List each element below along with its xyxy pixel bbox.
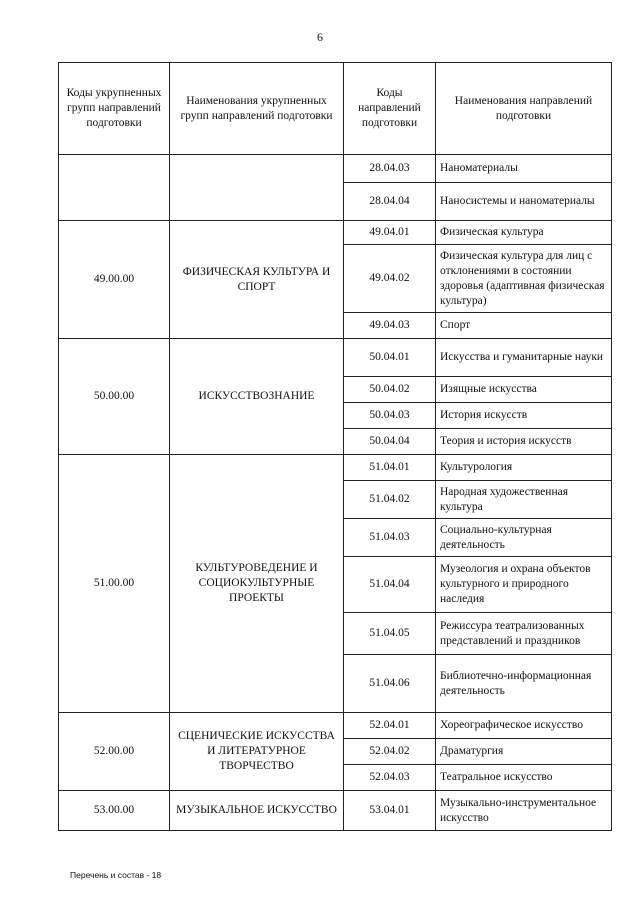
direction-code-cell: 50.04.02 — [344, 377, 436, 403]
table-row — [59, 791, 612, 831]
direction-code-cell: 51.04.01 — [344, 455, 436, 481]
group-name-cell: КУЛЬТУРОВЕДЕНИЕ И СОЦИОКУЛЬТУРНЫЕ ПРОЕКТЫ — [170, 455, 344, 713]
direction-code-cell: 49.04.03 — [344, 313, 436, 339]
direction-name-cell: Наноматериалы — [436, 155, 612, 183]
direction-name-cell: Теория и история искусств — [436, 429, 612, 455]
direction-name-cell: Народная художественная культура — [436, 481, 612, 519]
direction-code-cell: 28.04.03 — [344, 155, 436, 183]
direction-name-cell: Культурология — [436, 455, 612, 481]
direction-name-cell: Наносистемы и наноматериалы — [436, 183, 612, 221]
header-group-codes: Коды укрупненных групп направлений подготовки — [59, 63, 170, 155]
direction-code-cell: 51.04.06 — [344, 655, 436, 713]
group-code-cell: 49.00.00 — [59, 221, 170, 339]
group-code-cell: 50.00.00 — [59, 339, 170, 455]
group-name-cell: ФИЗИЧЕСКАЯ КУЛЬТУРА И СПОРТ — [170, 221, 344, 339]
direction-name-cell: Спорт — [436, 313, 612, 339]
group-name-cell: СЦЕНИЧЕСКИЕ ИСКУССТВА И ЛИТЕРАТУРНОЕ ТВОРЧЕСТВО — [170, 713, 344, 791]
table-header-row — [59, 63, 612, 155]
direction-code-cell: 52.04.01 — [344, 713, 436, 739]
direction-name-cell: Библиотечно-информационная деятельность — [436, 655, 612, 713]
direction-name-cell: Изящные искусства — [436, 377, 612, 403]
header-direction-codes: Коды направлений подготовки — [344, 63, 436, 155]
direction-name-cell: Хореографическое искусство — [436, 713, 612, 739]
table-row — [59, 221, 612, 245]
group-name-cell: ИСКУССТВОЗНАНИЕ — [170, 339, 344, 455]
page-number: 6 — [317, 30, 323, 44]
direction-name-cell: Музеология и охрана объектов культурного и природного наследия — [436, 557, 612, 613]
direction-code-cell: 49.04.02 — [344, 245, 436, 313]
direction-name-cell: Физическая культура для лиц с отклонениями в состоянии здоровья (адаптивная физическая культура) — [436, 245, 612, 313]
header-direction-names: Наименования направлений подготовки — [436, 63, 612, 155]
header-group-names: Наименования укрупненных групп направлений подготовки — [170, 63, 344, 155]
direction-code-cell: 51.04.02 — [344, 481, 436, 519]
direction-code-cell: 53.04.01 — [344, 791, 436, 831]
group-name-cell — [170, 155, 344, 221]
direction-code-cell: 51.04.04 — [344, 557, 436, 613]
direction-name-cell: Драматургия — [436, 739, 612, 765]
group-name-cell: МУЗЫКАЛЬНОЕ ИСКУССТВО — [170, 791, 344, 831]
direction-code-cell: 52.04.03 — [344, 765, 436, 791]
directions-table — [58, 62, 612, 831]
direction-name-cell: Физическая культура — [436, 221, 612, 245]
table-row — [59, 455, 612, 481]
direction-name-cell: Социально-культурная деятельность — [436, 519, 612, 557]
direction-code-cell: 50.04.04 — [344, 429, 436, 455]
footer-note: Перечень и состав - 18 — [70, 870, 162, 880]
table-row — [59, 339, 612, 377]
group-code-cell: 51.00.00 — [59, 455, 170, 713]
group-code-cell — [59, 155, 170, 221]
direction-code-cell: 50.04.01 — [344, 339, 436, 377]
direction-code-cell: 51.04.05 — [344, 613, 436, 655]
direction-code-cell: 28.04.04 — [344, 183, 436, 221]
table-row — [59, 155, 612, 183]
direction-code-cell: 49.04.01 — [344, 221, 436, 245]
group-code-cell: 52.00.00 — [59, 713, 170, 791]
direction-name-cell: Режиссура театрализованных представлений и праздников — [436, 613, 612, 655]
direction-name-cell: Музыкально-инструментальное искусство — [436, 791, 612, 831]
direction-name-cell: История искусств — [436, 403, 612, 429]
direction-name-cell: Искусства и гуманитарные науки — [436, 339, 612, 377]
direction-name-cell: Театральное искусство — [436, 765, 612, 791]
direction-code-cell: 50.04.03 — [344, 403, 436, 429]
direction-code-cell: 52.04.02 — [344, 739, 436, 765]
table-row — [59, 713, 612, 739]
direction-code-cell: 51.04.03 — [344, 519, 436, 557]
group-code-cell: 53.00.00 — [59, 791, 170, 831]
